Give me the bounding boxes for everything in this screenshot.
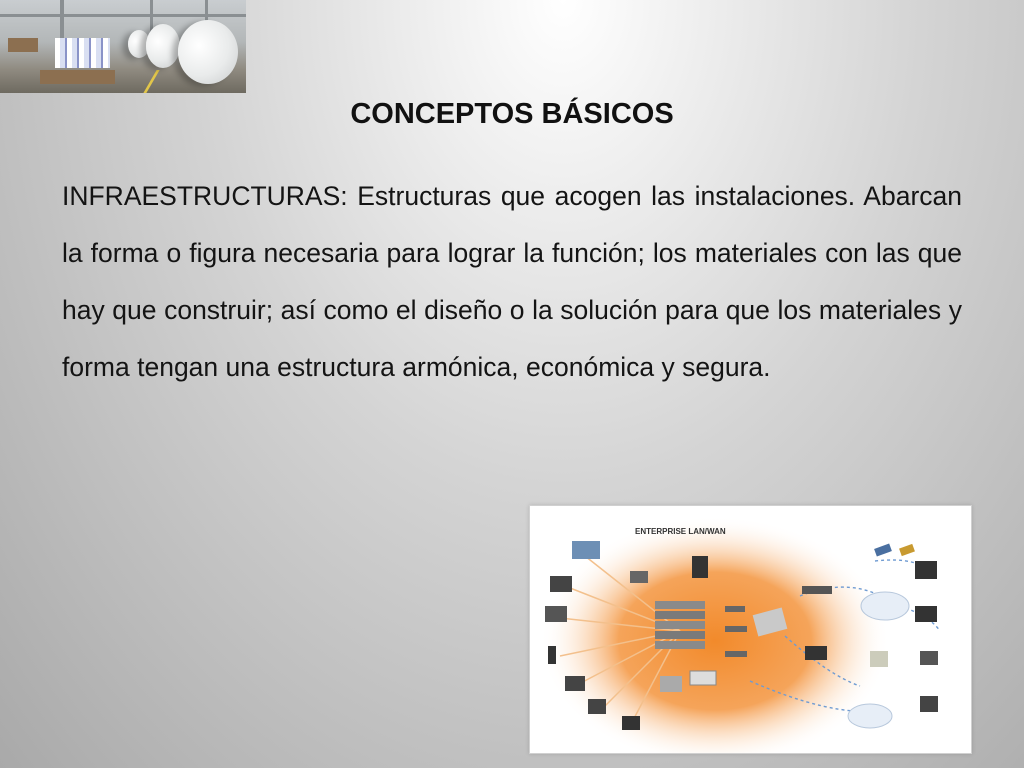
body-paragraph <box>62 168 962 396</box>
definition-text: : Estructuras que acogen las instalaciones. Abarcan la forma o figura necesaria para lograr la función; los materiales con las que hay que construir; así como el diseño o la solución para que los materiales y forma tengan una estructura armónica, económica y segura. <box>62 181 962 382</box>
network-diagram-image <box>529 505 972 754</box>
slide-title: CONCEPTOS BÁSICOS <box>350 98 674 130</box>
factory-photo <box>0 0 246 93</box>
server-stack-icon <box>655 601 705 649</box>
term-infraestructuras: INFRAESTRUCTURAS <box>62 181 341 211</box>
diagram-heading: ENTERPRISE LAN/WAN <box>635 527 726 536</box>
